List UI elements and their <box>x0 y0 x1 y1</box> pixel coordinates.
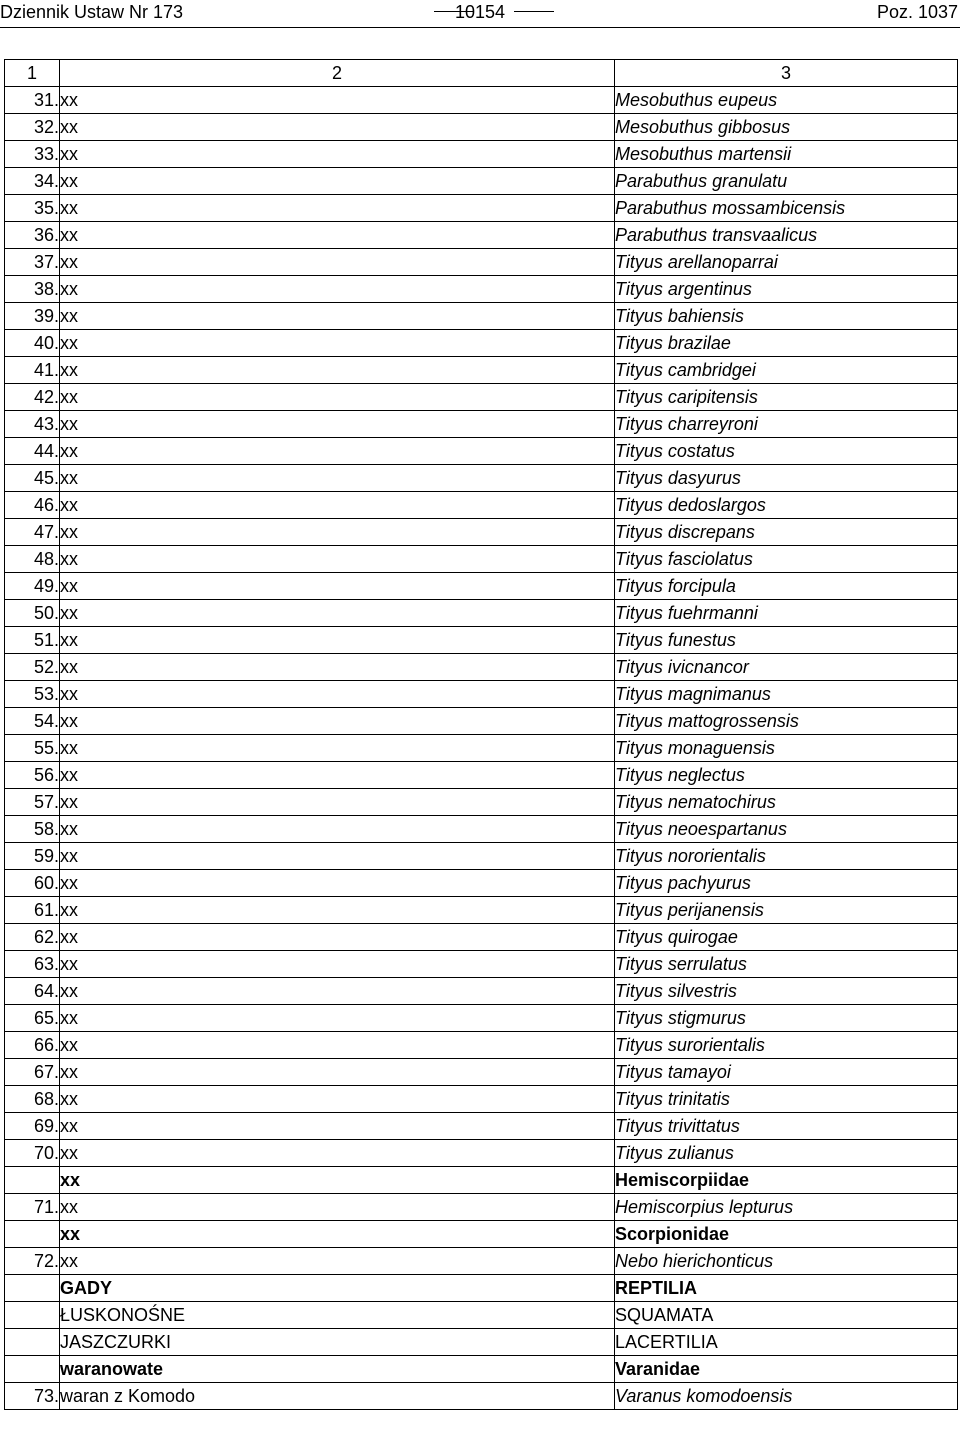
latin-name: Tityus fuehrmanni <box>615 600 958 627</box>
row-number <box>5 1356 60 1383</box>
latin-name: Tityus neglectus <box>615 762 958 789</box>
table-row <box>5 1356 958 1383</box>
table-row <box>5 1113 958 1140</box>
latin-name: Tityus neoespartanus <box>615 816 958 843</box>
table-row <box>5 978 958 1005</box>
table-row <box>5 384 958 411</box>
polish-name: xx <box>60 276 615 303</box>
polish-name: xx <box>60 681 615 708</box>
latin-name: Parabuthus granulatu <box>615 168 958 195</box>
polish-name: xx <box>60 1086 615 1113</box>
table-row <box>5 546 958 573</box>
table-row <box>5 1059 958 1086</box>
table-row <box>5 600 958 627</box>
polish-name: xx <box>60 438 615 465</box>
table-row <box>5 303 958 330</box>
position-number: Poz. 1037 <box>876 2 958 22</box>
latin-name: Tityus stigmurus <box>615 1005 958 1032</box>
table-row <box>5 897 958 924</box>
latin-name: Tityus trinitatis <box>615 1086 958 1113</box>
polish-name: waran z Komodo <box>60 1383 615 1410</box>
polish-name: GADY <box>60 1275 615 1302</box>
polish-name: xx <box>60 1059 615 1086</box>
latin-name: Tityus quirogae <box>615 924 958 951</box>
table-row <box>5 1032 958 1059</box>
polish-name: xx <box>60 141 615 168</box>
polish-name: xx <box>60 168 615 195</box>
polish-name: xx <box>60 1248 615 1275</box>
latin-name: Varanus komodoensis <box>615 1383 958 1410</box>
polish-name: xx <box>60 330 615 357</box>
row-number: 39. <box>5 303 60 330</box>
row-number <box>5 1275 60 1302</box>
polish-name: xx <box>60 357 615 384</box>
table-row <box>5 438 958 465</box>
polish-name: xx <box>60 411 615 438</box>
polish-name: xx <box>60 249 615 276</box>
polish-name: xx <box>60 600 615 627</box>
row-number: 34. <box>5 168 60 195</box>
polish-name: xx <box>60 1140 615 1167</box>
latin-name: Tityus charreyroni <box>615 411 958 438</box>
table-row <box>5 1329 958 1356</box>
polish-name: xx <box>60 303 615 330</box>
polish-name: xx <box>60 222 615 249</box>
latin-name: LACERTILIA <box>615 1329 958 1356</box>
table-row <box>5 1221 958 1248</box>
table-row <box>5 870 958 897</box>
table-row <box>5 1302 958 1329</box>
table-row <box>5 924 958 951</box>
row-number: 35. <box>5 195 60 222</box>
latin-name: Parabuthus transvaalicus <box>615 222 958 249</box>
row-number: 52. <box>5 654 60 681</box>
table-row <box>5 1275 958 1302</box>
row-number: 72. <box>5 1248 60 1275</box>
page-header <box>0 0 960 28</box>
page-number: 10154 <box>454 2 506 22</box>
latin-name: Tityus bahiensis <box>615 303 958 330</box>
polish-name: xx <box>60 897 615 924</box>
latin-name: Tityus costatus <box>615 438 958 465</box>
row-number <box>5 1329 60 1356</box>
row-number: 62. <box>5 924 60 951</box>
latin-name: Tityus discrepans <box>615 519 958 546</box>
table-row <box>5 114 958 141</box>
latin-name: Tityus arellanoparrai <box>615 249 958 276</box>
polish-name: xx <box>60 870 615 897</box>
row-number: 70. <box>5 1140 60 1167</box>
row-number: 33. <box>5 141 60 168</box>
row-number: 51. <box>5 627 60 654</box>
table-row <box>5 735 958 762</box>
latin-name: Parabuthus mossambicensis <box>615 195 958 222</box>
row-number: 47. <box>5 519 60 546</box>
row-number: 50. <box>5 600 60 627</box>
latin-name: Mesobuthus gibbosus <box>615 114 958 141</box>
row-number: 61. <box>5 897 60 924</box>
row-number: 55. <box>5 735 60 762</box>
table-row <box>5 87 958 114</box>
latin-name: Tityus fasciolatus <box>615 546 958 573</box>
row-number: 42. <box>5 384 60 411</box>
latin-name: Tityus nororientalis <box>615 843 958 870</box>
latin-name: SQUAMATA <box>615 1302 958 1329</box>
latin-name: Tityus caripitensis <box>615 384 958 411</box>
polish-name: xx <box>60 924 615 951</box>
table-row <box>5 330 958 357</box>
latin-name: Scorpionidae <box>615 1221 958 1248</box>
polish-name: xx <box>60 114 615 141</box>
latin-name: Mesobuthus eupeus <box>615 87 958 114</box>
polish-name: xx <box>60 951 615 978</box>
latin-name: Tityus funestus <box>615 627 958 654</box>
table-row <box>5 276 958 303</box>
column-header-row <box>5 60 958 87</box>
latin-name: Tityus dasyurus <box>615 465 958 492</box>
latin-name: Tityus tamayoi <box>615 1059 958 1086</box>
latin-name: Tityus ivicnancor <box>615 654 958 681</box>
table-row <box>5 411 958 438</box>
row-number: 38. <box>5 276 60 303</box>
latin-name: Tityus cambridgei <box>615 357 958 384</box>
latin-name: Tityus brazilae <box>615 330 958 357</box>
row-number: 65. <box>5 1005 60 1032</box>
row-number: 58. <box>5 816 60 843</box>
table-row <box>5 573 958 600</box>
table-row <box>5 951 958 978</box>
latin-name: Tityus magnimanus <box>615 681 958 708</box>
header-rule <box>0 27 960 28</box>
latin-name: Tityus dedoslargos <box>615 492 958 519</box>
polish-name: xx <box>60 735 615 762</box>
latin-name: Mesobuthus martensii <box>615 141 958 168</box>
row-number <box>5 1167 60 1194</box>
latin-name: REPTILIA <box>615 1275 958 1302</box>
polish-name: xx <box>60 519 615 546</box>
row-number: 57. <box>5 789 60 816</box>
row-number: 73. <box>5 1383 60 1410</box>
row-number: 66. <box>5 1032 60 1059</box>
polish-name: xx <box>60 708 615 735</box>
latin-name: Nebo hierichonticus <box>615 1248 958 1275</box>
row-number: 56. <box>5 762 60 789</box>
row-number: 46. <box>5 492 60 519</box>
table-row <box>5 654 958 681</box>
polish-name: xx <box>60 762 615 789</box>
polish-name: xx <box>60 1113 615 1140</box>
table-row <box>5 1248 958 1275</box>
column-header-2: 2 <box>60 60 615 87</box>
row-number <box>5 1302 60 1329</box>
latin-name: Tityus mattogrossensis <box>615 708 958 735</box>
polish-name: xx <box>60 1194 615 1221</box>
polish-name: xx <box>60 627 615 654</box>
latin-name: Varanidae <box>615 1356 958 1383</box>
polish-name: xx <box>60 978 615 1005</box>
row-number: 36. <box>5 222 60 249</box>
polish-name: xx <box>60 654 615 681</box>
polish-name: xx <box>60 843 615 870</box>
table-row <box>5 708 958 735</box>
row-number: 41. <box>5 357 60 384</box>
row-number: 43. <box>5 411 60 438</box>
row-number: 71. <box>5 1194 60 1221</box>
polish-name: xx <box>60 573 615 600</box>
polish-name: xx <box>60 384 615 411</box>
latin-name: Tityus nematochirus <box>615 789 958 816</box>
polish-name: xx <box>60 816 615 843</box>
latin-name: Tityus silvestris <box>615 978 958 1005</box>
row-number: 68. <box>5 1086 60 1113</box>
polish-name: ŁUSKONOŚNE <box>60 1302 615 1329</box>
row-number: 64. <box>5 978 60 1005</box>
species-table <box>4 59 958 1410</box>
row-number: 60. <box>5 870 60 897</box>
polish-name: waranowate <box>60 1356 615 1383</box>
column-header-3: 3 <box>615 60 958 87</box>
latin-name: Tityus trivittatus <box>615 1113 958 1140</box>
row-number: 32. <box>5 114 60 141</box>
latin-name: Tityus serrulatus <box>615 951 958 978</box>
table-row <box>5 1383 958 1410</box>
polish-name: xx <box>60 1032 615 1059</box>
table-row <box>5 357 958 384</box>
row-number: 53. <box>5 681 60 708</box>
row-number <box>5 1221 60 1248</box>
latin-name: Tityus zulianus <box>615 1140 958 1167</box>
table-row <box>5 843 958 870</box>
row-number: 49. <box>5 573 60 600</box>
row-number: 69. <box>5 1113 60 1140</box>
table-row <box>5 465 958 492</box>
table-row <box>5 627 958 654</box>
row-number: 63. <box>5 951 60 978</box>
table-row <box>5 789 958 816</box>
row-number: 48. <box>5 546 60 573</box>
table-row <box>5 492 958 519</box>
table-row <box>5 1005 958 1032</box>
polish-name: xx <box>60 87 615 114</box>
polish-name: xx <box>60 789 615 816</box>
row-number: 59. <box>5 843 60 870</box>
polish-name: JASZCZURKI <box>60 1329 615 1356</box>
polish-name: xx <box>60 1005 615 1032</box>
row-number: 40. <box>5 330 60 357</box>
row-number: 54. <box>5 708 60 735</box>
table-row <box>5 1086 958 1113</box>
table-row <box>5 195 958 222</box>
table-row <box>5 1140 958 1167</box>
header-dash-right <box>514 11 554 12</box>
table-row <box>5 519 958 546</box>
table-row <box>5 681 958 708</box>
latin-name: Hemiscorpiidae <box>615 1167 958 1194</box>
column-header-1: 1 <box>5 60 60 87</box>
journal-title: Dziennik Ustaw Nr 173 <box>0 2 184 22</box>
polish-name: xx <box>60 465 615 492</box>
polish-name: xx <box>60 195 615 222</box>
latin-name: Tityus monaguensis <box>615 735 958 762</box>
table-row <box>5 168 958 195</box>
latin-name: Hemiscorpius lepturus <box>615 1194 958 1221</box>
table-row <box>5 1194 958 1221</box>
latin-name: Tityus perijanensis <box>615 897 958 924</box>
row-number: 67. <box>5 1059 60 1086</box>
table-row <box>5 249 958 276</box>
latin-name: Tityus surorientalis <box>615 1032 958 1059</box>
polish-name: xx <box>60 1167 615 1194</box>
latin-name: Tityus pachyurus <box>615 870 958 897</box>
polish-name: xx <box>60 1221 615 1248</box>
polish-name: xx <box>60 492 615 519</box>
row-number: 44. <box>5 438 60 465</box>
latin-name: Tityus argentinus <box>615 276 958 303</box>
table-row <box>5 141 958 168</box>
table-row <box>5 762 958 789</box>
table-row <box>5 1167 958 1194</box>
polish-name: xx <box>60 546 615 573</box>
table-row <box>5 816 958 843</box>
row-number: 45. <box>5 465 60 492</box>
latin-name: Tityus forcipula <box>615 573 958 600</box>
row-number: 31. <box>5 87 60 114</box>
table-row <box>5 222 958 249</box>
row-number: 37. <box>5 249 60 276</box>
